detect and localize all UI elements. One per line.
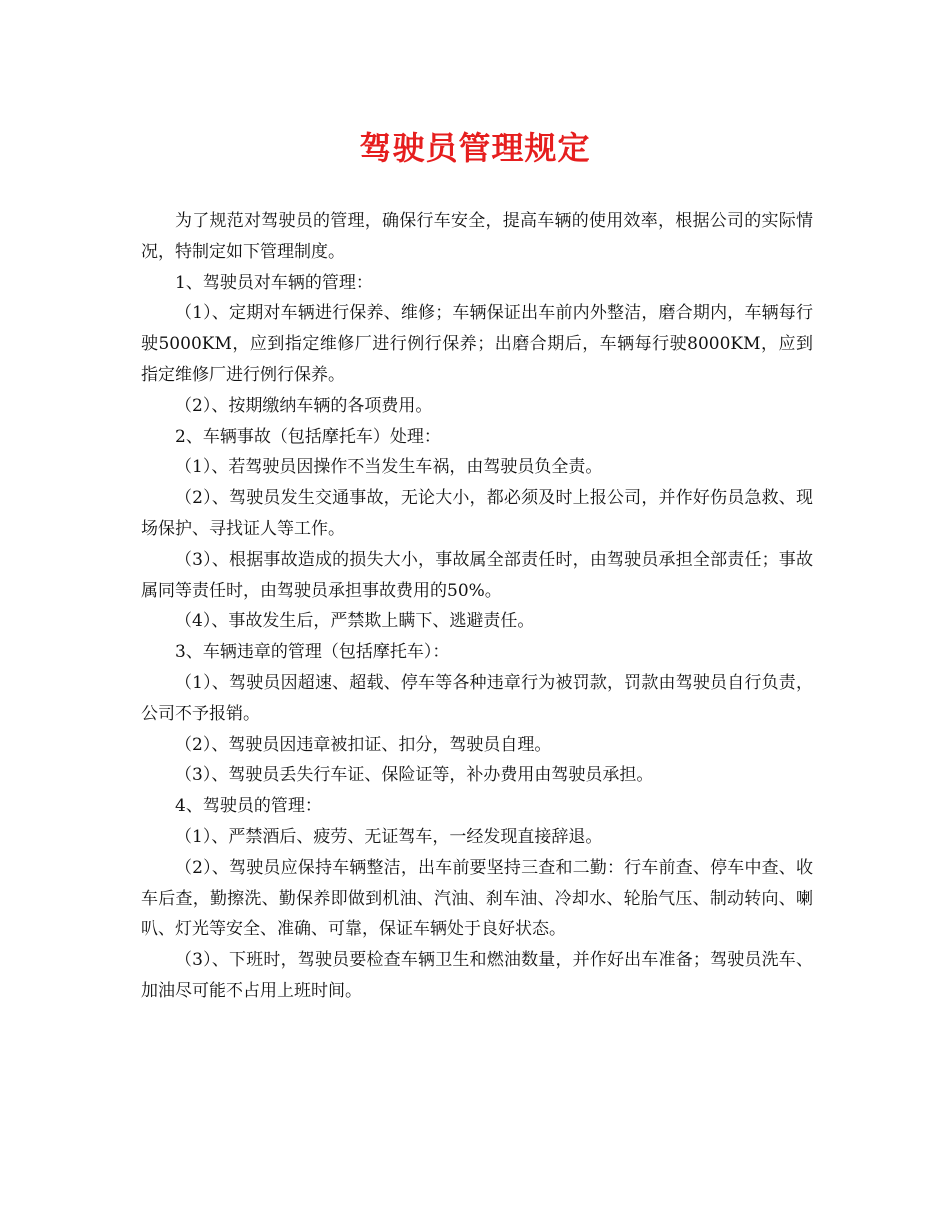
document-title: 驾驶员管理规定 bbox=[359, 129, 591, 167]
section-1-item-2: （2）、按期缴纳车辆的各项费用。 bbox=[175, 395, 433, 416]
section-2-item-1: （1）、若驾驶员因操作不当发生车祸，由驾驶员负全责。 bbox=[175, 457, 603, 478]
section-2-heading: 2、车辆事故（包括摩托车）处理： bbox=[175, 426, 441, 447]
section-3-item-1: （1）、驾驶员因超速、超载、停车等各种违章行为被罚款，罚款由驾驶员自行负责，公司不予报销。 bbox=[141, 672, 813, 724]
section-3-item-3: （3）、驾驶员丢失行车证、保险证等，补办费用由驾驶员承担。 bbox=[175, 765, 654, 786]
section-4-item-2: （2）、驾驶员应保持车辆整洁，出车前要坚持三查和二勤：行车前查、停车中查、收车后查，勤擦洗、勤保养即做到机油、汽油、刹车油、冷却水、轮胎气压、制动转向、喇叭、灯光等安全、准确、可靠，保证车辆处于良好状态。 bbox=[141, 857, 813, 940]
section-3-heading: 3、车辆违章的管理（包括摩托车）： bbox=[175, 642, 450, 663]
section-1-item-1: （1）、定期对车辆进行保养、维修；车辆保证出车前内外整洁，磨合期内，车辆每行驶5000KM，应到指定维修厂进行例行保养；出磨合期后，车辆每行驶8000KM，应到指定维修厂进行例行保养。 bbox=[141, 303, 813, 385]
section-4-heading: 4、驾驶员的管理： bbox=[175, 796, 322, 817]
section-2-item-3: （3）、根据事故造成的损失大小，事故属全部责任时，由驾驶员承担全部责任；事故属同等责任时，由驾驶员承担事故费用的50%。 bbox=[141, 549, 813, 601]
section-2-item-4: （4）、事故发生后，严禁欺上瞒下、逃避责任。 bbox=[175, 611, 535, 632]
section-3-item-2: （2）、驾驶员因违章被扣证、扣分，驾驶员自理。 bbox=[175, 734, 552, 755]
document-body bbox=[141, 206, 813, 1007]
section-2-item-2: （2）、驾驶员发生交通事故，无论大小，都必须及时上报公司，并作好伤员急救、现场保护、寻找证人等工作。 bbox=[141, 488, 813, 539]
section-1-heading: 1、驾驶员对车辆的管理： bbox=[175, 272, 373, 293]
intro-paragraph: 为了规范对驾驶员的管理，确保行车安全，提高车辆的使用效率，根据公司的实际情况，特制定如下管理制度。 bbox=[141, 211, 813, 262]
section-4-item-3: （3）、下班时，驾驶员要检查车辆卫生和燃油数量，并作好出车准备；驾驶员洗车、加油尽可能不占用上班时间。 bbox=[141, 950, 813, 1001]
section-4-item-1: （1）、严禁酒后、疲劳、无证驾车，一经发现直接辞退。 bbox=[175, 826, 603, 847]
